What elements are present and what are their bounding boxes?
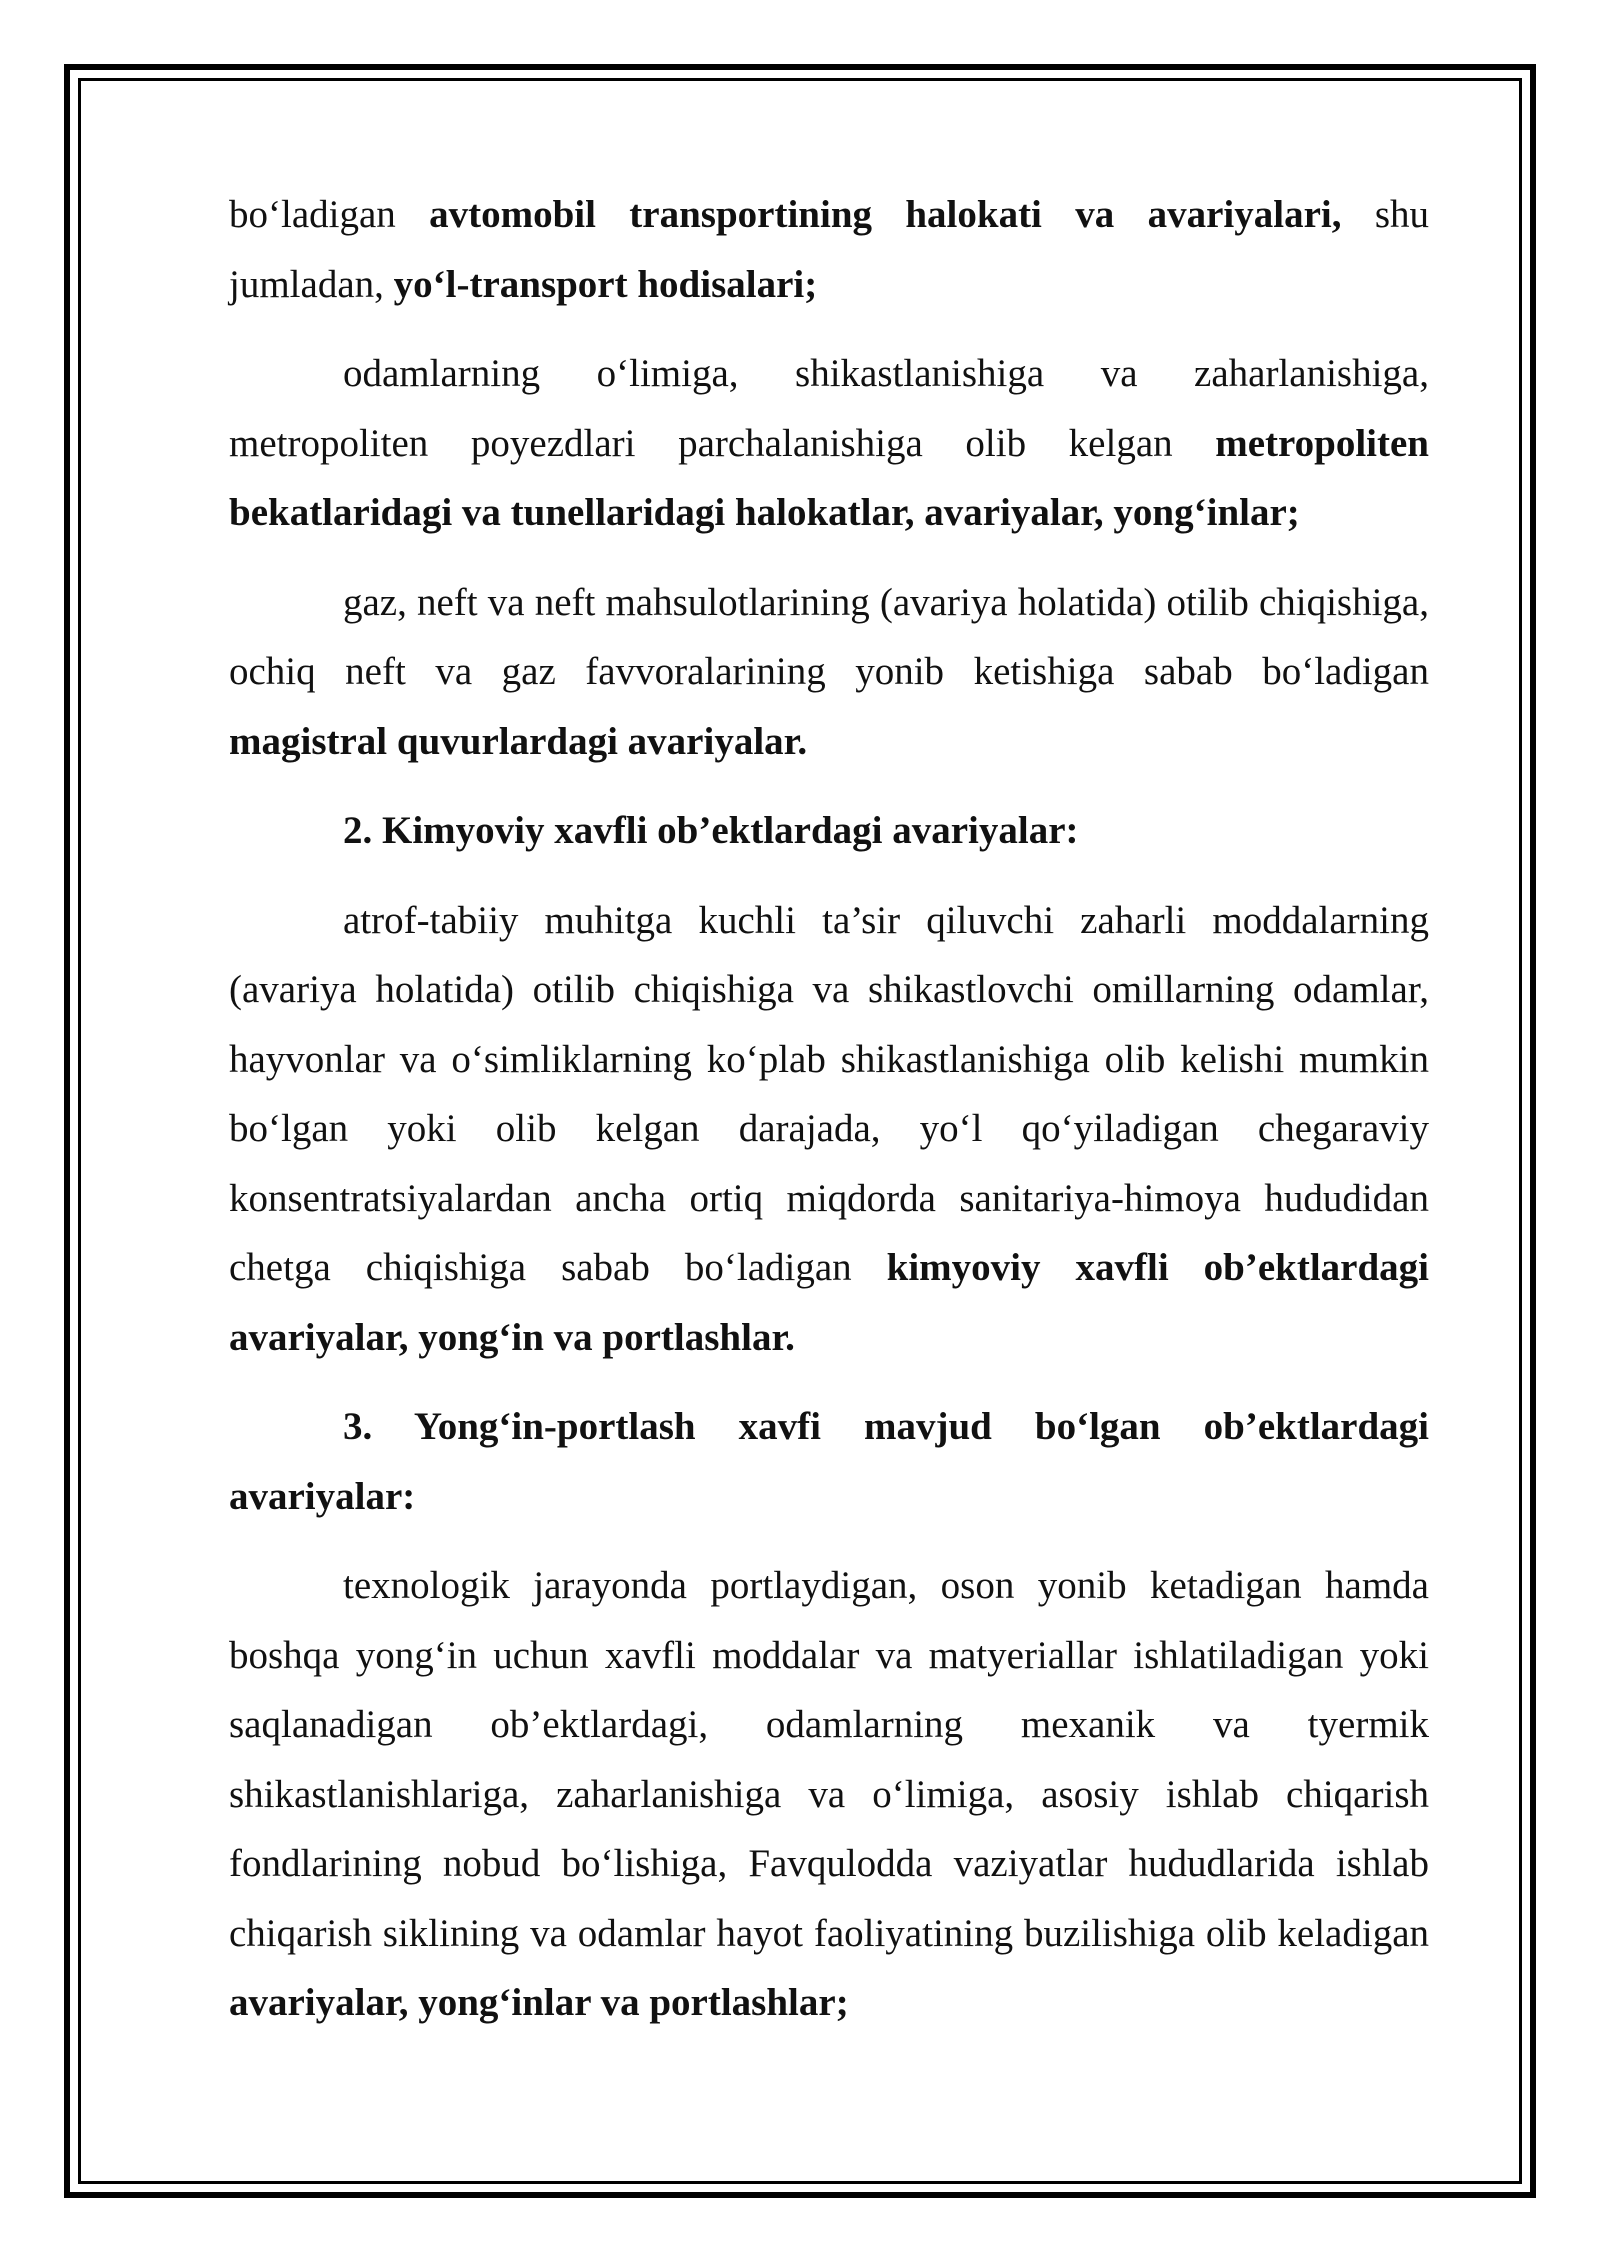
document-body [229,180,1429,2058]
paragraph-pipelines [229,568,1429,777]
text-run: odamlarning o‘limiga, shikastlanishiga va zaharlanishiga, metropoliten poyezdlari parchalanishiga olib kelgan [229,352,1429,465]
bold-run: metropoliten bekatlaridagi va tunellaridagi halokatlar, avariyalar, yong‘inlar; [229,421,1429,534]
bold-run: kimyoviy xavfli ob’ektlardagi avariyalar, yong‘in va portlashlar. [229,1246,1429,1359]
paragraph-road-transport [229,180,1429,319]
text-run: texnologik jarayonda portlaydigan, oson yonib ketadigan hamda boshqa yong‘in uchun xavfli moddalar va matyeriallar ishlatiladigan yoki saqlanadigan ob’ektlardagi, odamlarning mexanik va tyermik shikastlanishlariga, zaharlanishiga va o‘limiga, asosiy ishlab chiqarish fondlarining nobud bo‘lishiga, Favqulodda vaziyatlar hududlarida ishlab chiqarish siklining va odamlar hayot faoliyatining buzilishiga olib keladigan [229,1564,1429,1955]
bold-run: avariyalar, yong‘inlar va portlashlar; [229,1981,849,2024]
text-run: shu jumladan, [229,193,1429,306]
bold-run: magistral quvurlardagi avariyalar. [229,719,808,763]
bold-run: avtomobil transportining halokati va avariyalari, [429,193,1342,236]
heading-text: 2. Kimyoviy xavfli ob’ektlardagi avariyalar: [343,809,1079,852]
section-heading-chemical [229,796,1429,866]
heading-text: 3. Yong‘in-portlash xavfi mavjud bo‘lgan ob’ektlardagi avariyalar: [229,1405,1429,1518]
paragraph-chemical [229,886,1429,1373]
text-run: atrof-tabiiy muhitga kuchli ta’sir qiluvchi zaharli moddalarning (avariya holatida) otilib chiqishiga va shikastlovchi omillarning odamlar, hayvonlar va o‘simliklarning ko‘plab shikastlanishiga olib kelishi mumkin bo‘lgan yoki olib kelgan darajada, yo‘l qo‘yiladigan chegaraviy konsentratsiyalardan ancha ortiq miqdorda sanitariya-himoya hududidan chetga chiqishiga sabab bo‘ladigan [229,898,1429,1289]
paragraph-fire-explosion [229,1551,1429,2038]
text-run: bo‘ladigan [229,193,430,236]
text-run: gaz, neft va neft mahsulotlarining (avariya holatida) otilib chiqishiga, ochiq neft va gaz favvoralarining yonib ketishiga sabab bo‘ladigan [229,580,1429,693]
section-heading-fire-explosion [229,1392,1429,1531]
bold-run: yo‘l-transport hodisalari; [393,262,818,306]
paragraph-metro [229,339,1429,548]
